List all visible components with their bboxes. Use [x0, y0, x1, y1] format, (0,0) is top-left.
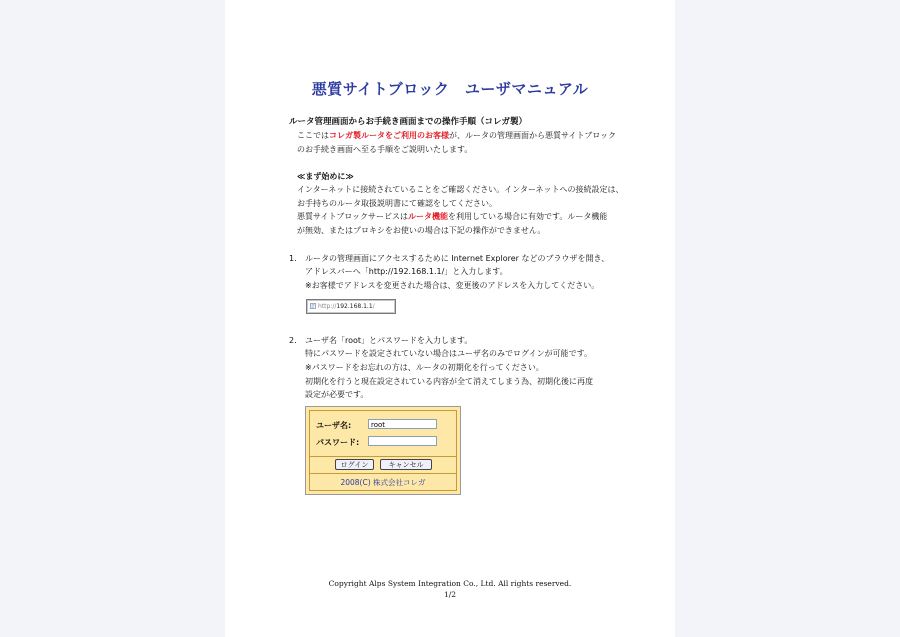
- router-function-highlight: ルータ機能: [408, 212, 449, 221]
- intro-line-2: のお手続き画面へ至る手順をご説明いたします。: [297, 145, 473, 154]
- step-2-line-3: ※パスワードをお忘れの方は、ルータの初期化を行ってください。: [305, 363, 544, 372]
- username-label: ユーザ名:: [316, 421, 352, 430]
- document-title: 悪質サイトブロック ユーザマニュアル: [311, 80, 589, 98]
- intro-highlight: コレガ製ルータをご利用のお客様: [329, 131, 449, 140]
- password-input[interactable]: [368, 436, 437, 446]
- first-line-4: が無効、またはプロキシをお使いの場合は下記の操作ができません。: [297, 226, 546, 235]
- address-tail: /: [372, 303, 375, 310]
- page-number: 1/2: [443, 590, 457, 599]
- intro-line-1: ここではコレガ製ルータをご利用のお客様が、ルータの管理画面から悪質サイトブロック: [297, 131, 617, 140]
- login-panel: [305, 406, 461, 495]
- username-input[interactable]: root: [368, 419, 437, 429]
- address-host: 192.168.1.1: [336, 303, 373, 310]
- password-label: パスワード:: [316, 438, 360, 447]
- step-1-line-3: ※お客様でアドレスを変更された場合は、変更後のアドレスを入力してください。: [305, 281, 600, 290]
- footer-copyright: Copyright Alps System Integration Co., Ltd. All rights reserved.: [328, 579, 572, 588]
- step-2-number: 2.: [289, 336, 297, 345]
- step-2-line-5: 設定が必要です。: [305, 390, 369, 399]
- first-line-3: 悪質サイトブロックサービスはルータ機能を利用している場合に有効です。ルータ機能: [297, 212, 608, 221]
- first-line-1: インターネットに接続されていることをご確認ください。インターネットへの接続設定は、: [297, 185, 624, 194]
- first-line-2: お手持ちのルータ取扱説明書にて確認をしてください。: [297, 199, 497, 208]
- step-1-line-2: アドレスバーへ「http://192.168.1.1/」と入力します。: [305, 267, 508, 276]
- step-2-line-2: 特にパスワードを設定されていない場合はユーザ名のみでログインが可能です。: [305, 349, 592, 358]
- login-button[interactable]: ログイン: [335, 459, 374, 470]
- cancel-button[interactable]: キャンセル: [380, 459, 432, 470]
- step-2-line-4: 初期化を行うと現在設定されている内容が全て消えてしまう為、初期化後に再度: [305, 377, 593, 386]
- first-heading: ≪まず始めに≫: [297, 172, 354, 181]
- step-1-line-1: ルータの管理画面にアクセスするために Internet Explorer などのブラウザを開き、: [305, 254, 610, 263]
- login-divider: [309, 456, 457, 457]
- login-divider: [309, 473, 457, 474]
- section-heading: ルータ管理画面からお手続き画面までの操作手順（コレガ製）: [289, 117, 528, 127]
- address-bar[interactable]: [306, 299, 396, 314]
- step-1-number: 1.: [289, 254, 297, 263]
- address-protocol: http://: [318, 303, 337, 310]
- step-2-line-1: ユーザ名「root」とパスワードを入力します。: [305, 336, 473, 345]
- document-page: [225, 0, 675, 637]
- login-copyright: 2008(C) 株式会社コレガ: [340, 478, 426, 487]
- page-icon: [310, 303, 316, 309]
